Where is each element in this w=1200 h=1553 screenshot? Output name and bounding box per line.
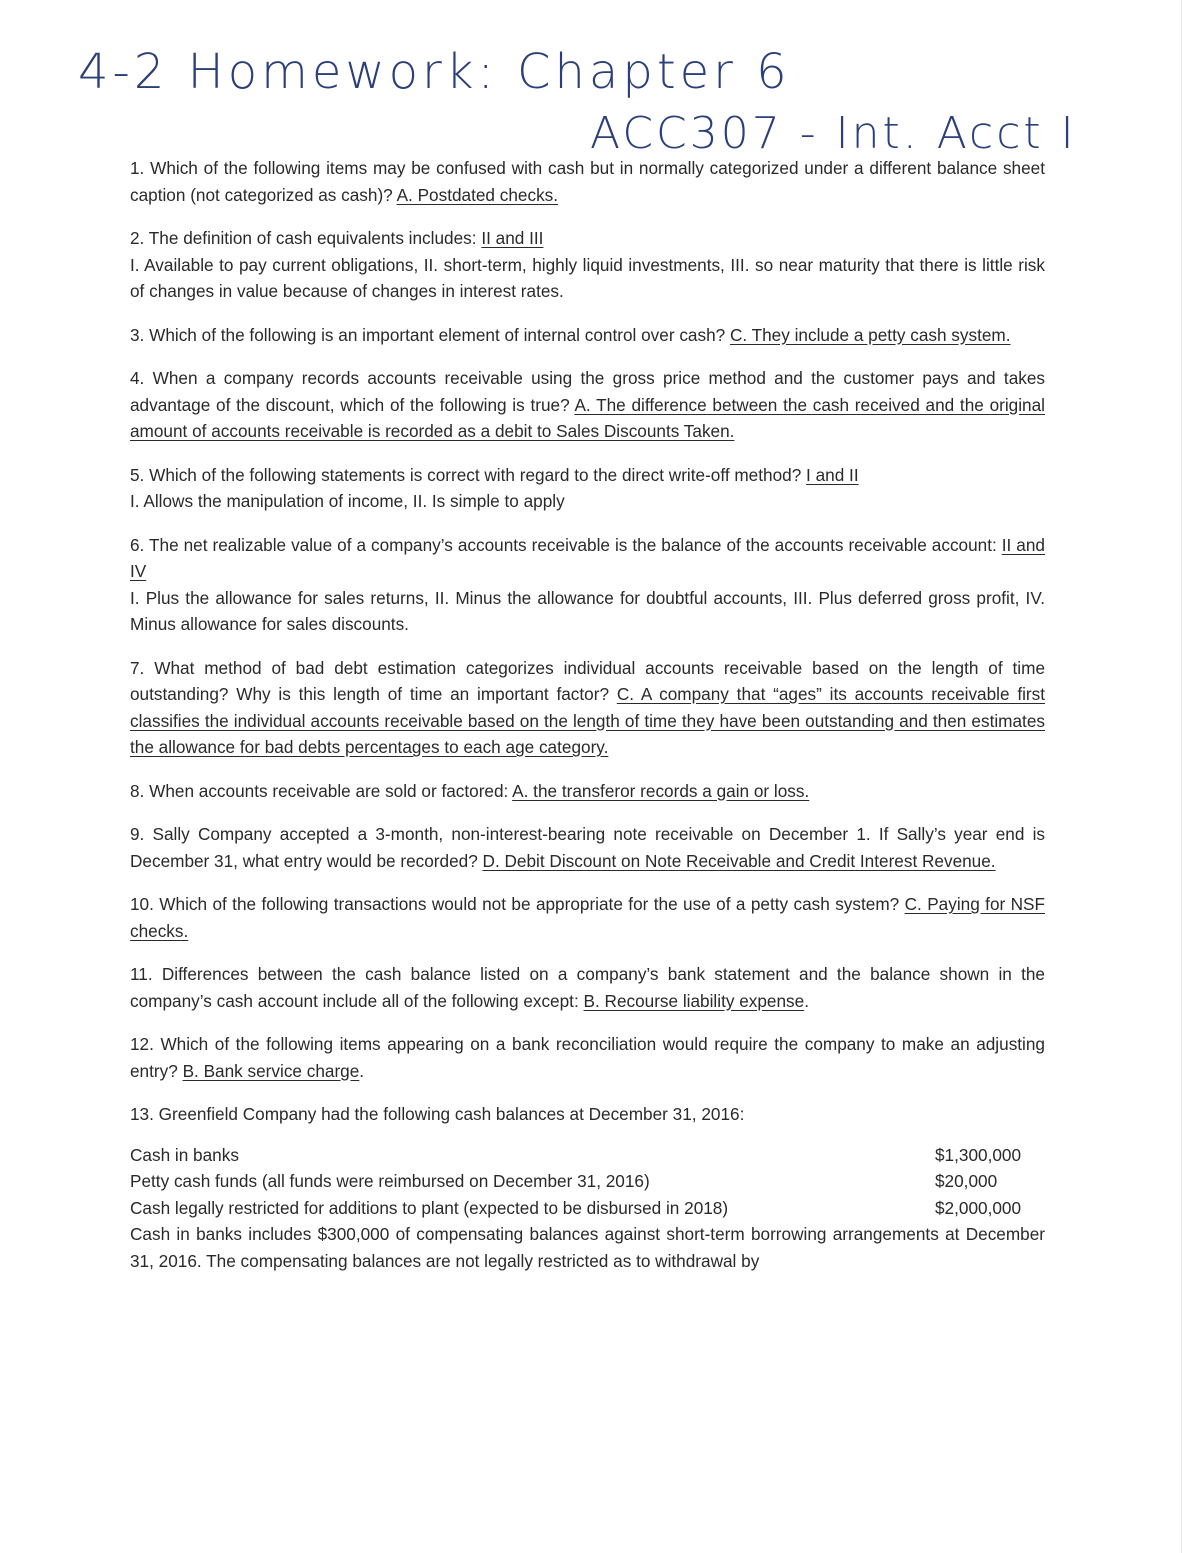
question-text: 3. Which of the following is an important element of internal control over cash? — [130, 324, 726, 345]
cash-row — [130, 1142, 1045, 1169]
question-6-line — [130, 532, 1045, 585]
question-4 — [130, 365, 1045, 445]
question-8-line — [130, 778, 1045, 805]
question-10-line — [130, 891, 1045, 944]
question-7-line — [130, 655, 1045, 761]
answer-text: A. The difference between the cash received and the original amount of accounts receivable is recorded as a debit to Sales Discounts Taken. — [130, 394, 1045, 441]
answer-text: II and IV — [130, 534, 1045, 581]
question-13-note: Cash in banks includes $300,000 of compensating balances against short-term borrowing arrangements at December 31, 2016. The compensating balances are not legally restricted as to withdrawal by — [130, 1224, 1045, 1271]
question-13 — [130, 1101, 1045, 1274]
question-13-text: 13. Greenfield Company had the following cash balances at December 31, 2016: — [130, 1104, 745, 1124]
question-options: I. Plus the allowance for sales returns, II. Minus the allowance for doubtful accounts, III. Plus deferred gross profit, IV. Minus allowance for sales discounts. — [130, 587, 1045, 634]
question-text: 6. The net realizable value of a company’s accounts receivable is the balance of the accounts receivable account: — [130, 534, 997, 555]
cash-row-label: Cash legally restricted for additions to plant (expected to be disbursed in 2018) — [130, 1197, 729, 1218]
question-text: 7. What method of bad debt estimation categorizes individual accounts receivable based on the length of time outstanding? Why is this length of time an important factor? — [130, 657, 1045, 704]
answer-text: I and II — [806, 464, 859, 485]
question-11 — [130, 961, 1045, 1014]
question-text: 12. Which of the following items appearing on a bank reconciliation would require the company to make an adjusting entry? — [130, 1034, 1045, 1081]
question-text: 11. Differences between the cash balance listed on a company’s bank statement and the balance shown in the company’s cash account include all of the following except: — [130, 964, 1045, 1011]
question-5-line — [130, 462, 1045, 489]
answer-text: C. They include a petty cash system. — [729, 324, 1011, 345]
question-text: 8. When accounts receivable are sold or factored: — [130, 780, 509, 801]
homework-body — [130, 155, 1045, 1291]
question-11-line — [130, 961, 1045, 1014]
question-8 — [130, 778, 1045, 805]
answer-text: B. Recourse liability expense — [583, 990, 805, 1011]
question-text: 5. Which of the following statements is correct with regard to the direct write-off method? — [130, 464, 802, 485]
subtitle-text: ACC307 - Int. Acct I — [590, 108, 1077, 159]
question-list — [130, 155, 1045, 1084]
question-5 — [130, 462, 1045, 515]
answer-text: C. Paying for NSF checks. — [130, 894, 1045, 941]
answer-punctuation: . — [359, 1060, 365, 1081]
cash-row-label: Cash in banks — [130, 1144, 239, 1165]
title-text: 4-2 Homework: Chapter 6 — [78, 44, 791, 100]
question-1-line — [130, 155, 1045, 208]
question-text: 10. Which of the following transactions would not be appropriate for the use of a petty cash system? — [130, 894, 900, 914]
answer-text: D. Debit Discount on Note Receivable and Credit Interest Revenue. — [482, 850, 996, 871]
cash-row-amount: $2,000,000 — [935, 1197, 1022, 1218]
answer-punctuation: . — [804, 990, 809, 1011]
question-4-line — [130, 365, 1045, 445]
answer-text: B. Bank service charge — [182, 1060, 360, 1081]
scan-edge — [1181, 0, 1182, 1553]
question-10 — [130, 891, 1045, 944]
question-options: I. Allows the manipulation of income, II. Is simple to apply — [130, 491, 565, 511]
question-3-line — [130, 322, 1045, 349]
cash-row-amount: $1,300,000 — [935, 1144, 1022, 1165]
answer-text: C. A company that “ages” its accounts receivable first classifies the individual accounts receivable based on the length of time they have been outstanding and then estimates the allowance for bad debts percentages to each age category. — [130, 684, 1046, 757]
question-text: 2. The definition of cash equivalents includes: — [130, 228, 477, 248]
handwritten-title — [78, 38, 878, 102]
cash-row-label: Petty cash funds (all funds were reimbursed on December 31, 2016) — [130, 1171, 650, 1191]
question-6 — [130, 532, 1045, 638]
cash-row-amount: $20,000 — [935, 1171, 998, 1191]
question-12 — [130, 1031, 1045, 1084]
question-text: 4. When a company records accounts receivable using the gross price method and the customer pays and takes advantage of the discount, which of the following is true? — [130, 368, 1045, 415]
cash-row — [130, 1195, 1045, 1222]
question-options: I. Available to pay current obligations, II. short-term, highly liquid investments, III. so near maturity that there is little risk of changes in value because of changes in interest rates. — [130, 254, 1045, 301]
question-text: 1. Which of the following items may be confused with cash but in normally categorized under a different balance sheet caption (not categorized as cash)? — [130, 158, 1045, 205]
cash-balance-list — [130, 1142, 1045, 1222]
question-text: 9. Sally Company accepted a 3-month, non-interest-bearing note receivable on December 1. If Sally’s year end is December 31, what entry would be recorded? — [130, 824, 1045, 871]
question-9 — [130, 821, 1045, 874]
answer-text: II and III — [481, 228, 544, 248]
question-2 — [130, 225, 1045, 305]
answer-text: A. the transferor records a gain or loss. — [512, 780, 810, 801]
question-1 — [130, 155, 1045, 208]
question-3 — [130, 322, 1045, 349]
question-12-line — [130, 1031, 1045, 1084]
cash-row — [130, 1168, 1045, 1195]
question-9-line — [130, 821, 1045, 874]
question-7 — [130, 655, 1045, 761]
question-2-line — [130, 225, 1045, 252]
answer-text: A. Postdated checks. — [396, 184, 559, 205]
